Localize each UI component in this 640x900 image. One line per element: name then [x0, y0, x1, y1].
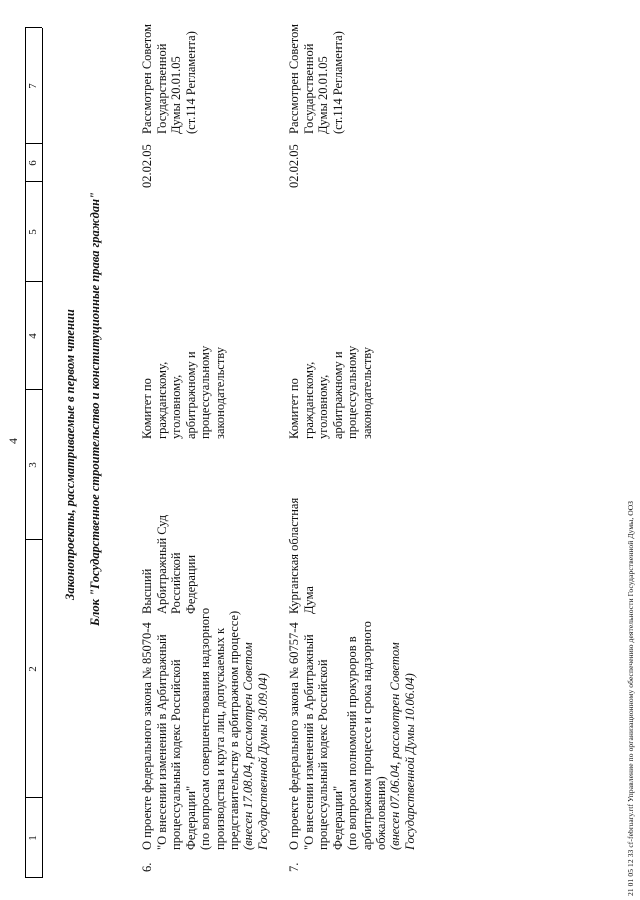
column-number: 7: [27, 83, 39, 89]
column-number: 1: [27, 835, 39, 841]
column-number: 5: [27, 229, 39, 235]
block-title: Блок "Государственное строительство и конституционные права граждан": [88, 192, 102, 626]
responsible-committee: Комитет по гражданскому, уголовному, арбитражному и процессуальному законодательству: [140, 345, 227, 439]
column-number: 6: [27, 160, 39, 166]
header-bottom-border: [42, 28, 43, 878]
bill-title: О проекте федерального закона № 85070-4 "О внесении изменений в Арбитражный процессуальный кодекс Российской Федерации" (по вопросам совершенствования надзорного производства и круга лиц, допускаемых к представительству в арбитражном процессе): [140, 607, 241, 850]
bill-note: (внесен 07.06.04, рассмотрен Советом Государственной Думы 10.06.04): [388, 642, 417, 850]
review-date: 02.02.05: [140, 144, 154, 188]
page-number: 4: [6, 438, 20, 444]
column-number: 2: [27, 666, 39, 672]
bill-author: Высший Арбитражный Суд Российской Федерации: [140, 514, 198, 614]
section-title: Законопроекты, рассматриваемые в первом чтении: [63, 309, 77, 600]
responsible-committee: Комитет по гражданскому, уголовному, арбитражному и процессуальному законодательству: [287, 345, 374, 439]
row-number: 7.: [287, 862, 301, 872]
column-number: 4: [27, 333, 39, 339]
bill-author: Курганская областная Дума: [287, 497, 316, 614]
bill-note: (внесен 17.08.04, рассмотрен Советом Государственной Думы 30.09.04): [241, 642, 270, 850]
column-number: 3: [27, 462, 39, 468]
row-number: 6.: [140, 862, 154, 872]
header-top-border: [25, 28, 26, 878]
bill-title: О проекте федерального закона № 60757-4 "О внесении изменений в Арбитражный процессуальный кодекс Российской Федерации" (по вопросам полномочий прокуроров в арбитражном процессе и срока надзорного обжалования): [287, 621, 388, 850]
review-date: 02.02.05: [287, 144, 301, 188]
review-status: Рассмотрен Советом Государственной Думы 20.01.05 (ст.114 Регламента): [287, 23, 345, 134]
footer-text: 21 01 05 12 33 cf-february.rtf Управление по организационному обеспечению деятельности Государственной Думы, ООЗ: [626, 500, 635, 896]
review-status: Рассмотрен Советом Государственной Думы 20.01.05 (ст.114 Регламента): [140, 23, 198, 134]
